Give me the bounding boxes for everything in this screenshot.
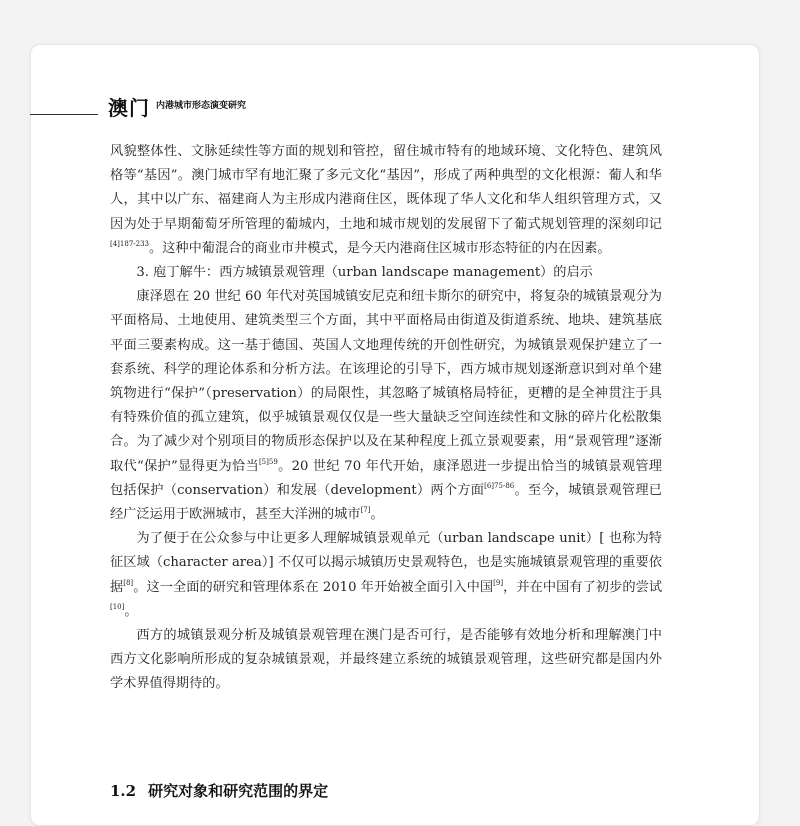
- paragraph-2: [110, 285, 662, 527]
- citation: [9]: [493, 578, 504, 587]
- section-heading: [110, 780, 328, 801]
- section-number: 1.2: [110, 782, 137, 800]
- section-title: 研究对象和研究范围的界定: [148, 782, 329, 800]
- paragraph-text: 。这种中葡混合的商业市井模式，是今天内港商住区城市形态特征的内在因素。: [149, 240, 611, 256]
- paragraph-text: ，并在中国有了初步的尝试: [503, 579, 663, 595]
- paragraph-text: 风貌整体性、文脉延续性等方面的规划和管控，留住城市特有的地域环境、文化特色、建筑风格等“基因”。澳门城市罕有地汇聚了多元文化“基因”，形成了两种典型的文化根源：葡人和华人，其中以广东、福建商人为主形成内港商住区，既体现了华人文化和华人组织管理方式，又因为处于早期葡萄牙所管理的葡城内，土地和城市规划的发展留下了葡式规划管理的深刻印记: [110, 144, 662, 232]
- paragraph-text: 。至今，城镇景观管理已经广泛运用于欧洲城市，甚至大洋洲的城市: [110, 482, 662, 523]
- book-title-main: 澳门: [108, 96, 150, 120]
- paragraph-text: 。这一全面的研究和管理体系在 2010 年开始被全面引入中国: [133, 579, 494, 595]
- body-text: [110, 140, 662, 697]
- book-title-subtitle: 内港城市形态演变研究: [156, 101, 247, 111]
- paragraph-3: [110, 527, 662, 624]
- paragraph-4: 西方的城镇景观分析及城镇景观管理在澳门是否可行，是否能够有效地分析和理解澳门中西方文化影响所形成的复杂城镇景观，并最终建立系统的城镇景观管理，这些研究都是国内外学术界值得期待的。: [110, 628, 662, 692]
- header-rule: [30, 114, 98, 115]
- citation: [6]75-86: [484, 481, 515, 490]
- citation: [7]: [360, 506, 371, 515]
- paragraph-text: 。20 世纪 70 年代开始，康泽恩进一步提出恰当的城镇景观管理包括保护（conservation）和发展（development）两个方面: [110, 458, 662, 498]
- paragraph-1: [110, 140, 662, 261]
- paragraph-text: 。: [370, 507, 384, 523]
- citation: [5]59: [258, 457, 278, 466]
- citation: [10]: [110, 602, 125, 611]
- citation: [4]187-233: [110, 239, 150, 248]
- paragraph-text: 为了便于在公众参与中让更多人理解城镇景观单元（urban landscape unit）[ 也称为特征区域（character area）] 不仅可以揭示城镇历史景观特色，也是实施城镇景观管理的重要依据: [110, 531, 662, 595]
- paragraph-text: 。: [124, 603, 138, 619]
- paragraph-text: 康泽恩在 20 世纪 60 年代对英国城镇安尼克和纽卡斯尔的研究中，将复杂的城镇景观分为平面格局、土地使用、建筑类型三个方面，其中平面格局由街道及街道系统、地块、建筑基底平面三要素构成。这一基于德国、英国人文地理传统的开创性研究，为城镇景观保护建立了一套系统、科学的理论体系和分析方法。在该理论的引导下，西方城市规划逐渐意识到对单个建筑物进行“保护”（preservation）的局限性，其忽略了城镇格局特征，更糟的是全神贯注于具有特殊价值的孤立建筑，似乎城镇景观仅仅是一些大量缺乏空间连续性和文脉的碎片化松散集合。为了减少对个别项目的物质形态保护以及在某种程度上孤立景观要素，用“景观管理”逐渐取代“保护”显得更为恰当: [110, 289, 662, 474]
- citation: [8]: [123, 578, 134, 587]
- subheading-3: 3. 庖丁解牛：西方城镇景观管理（urban landscape management）的启示: [136, 265, 593, 281]
